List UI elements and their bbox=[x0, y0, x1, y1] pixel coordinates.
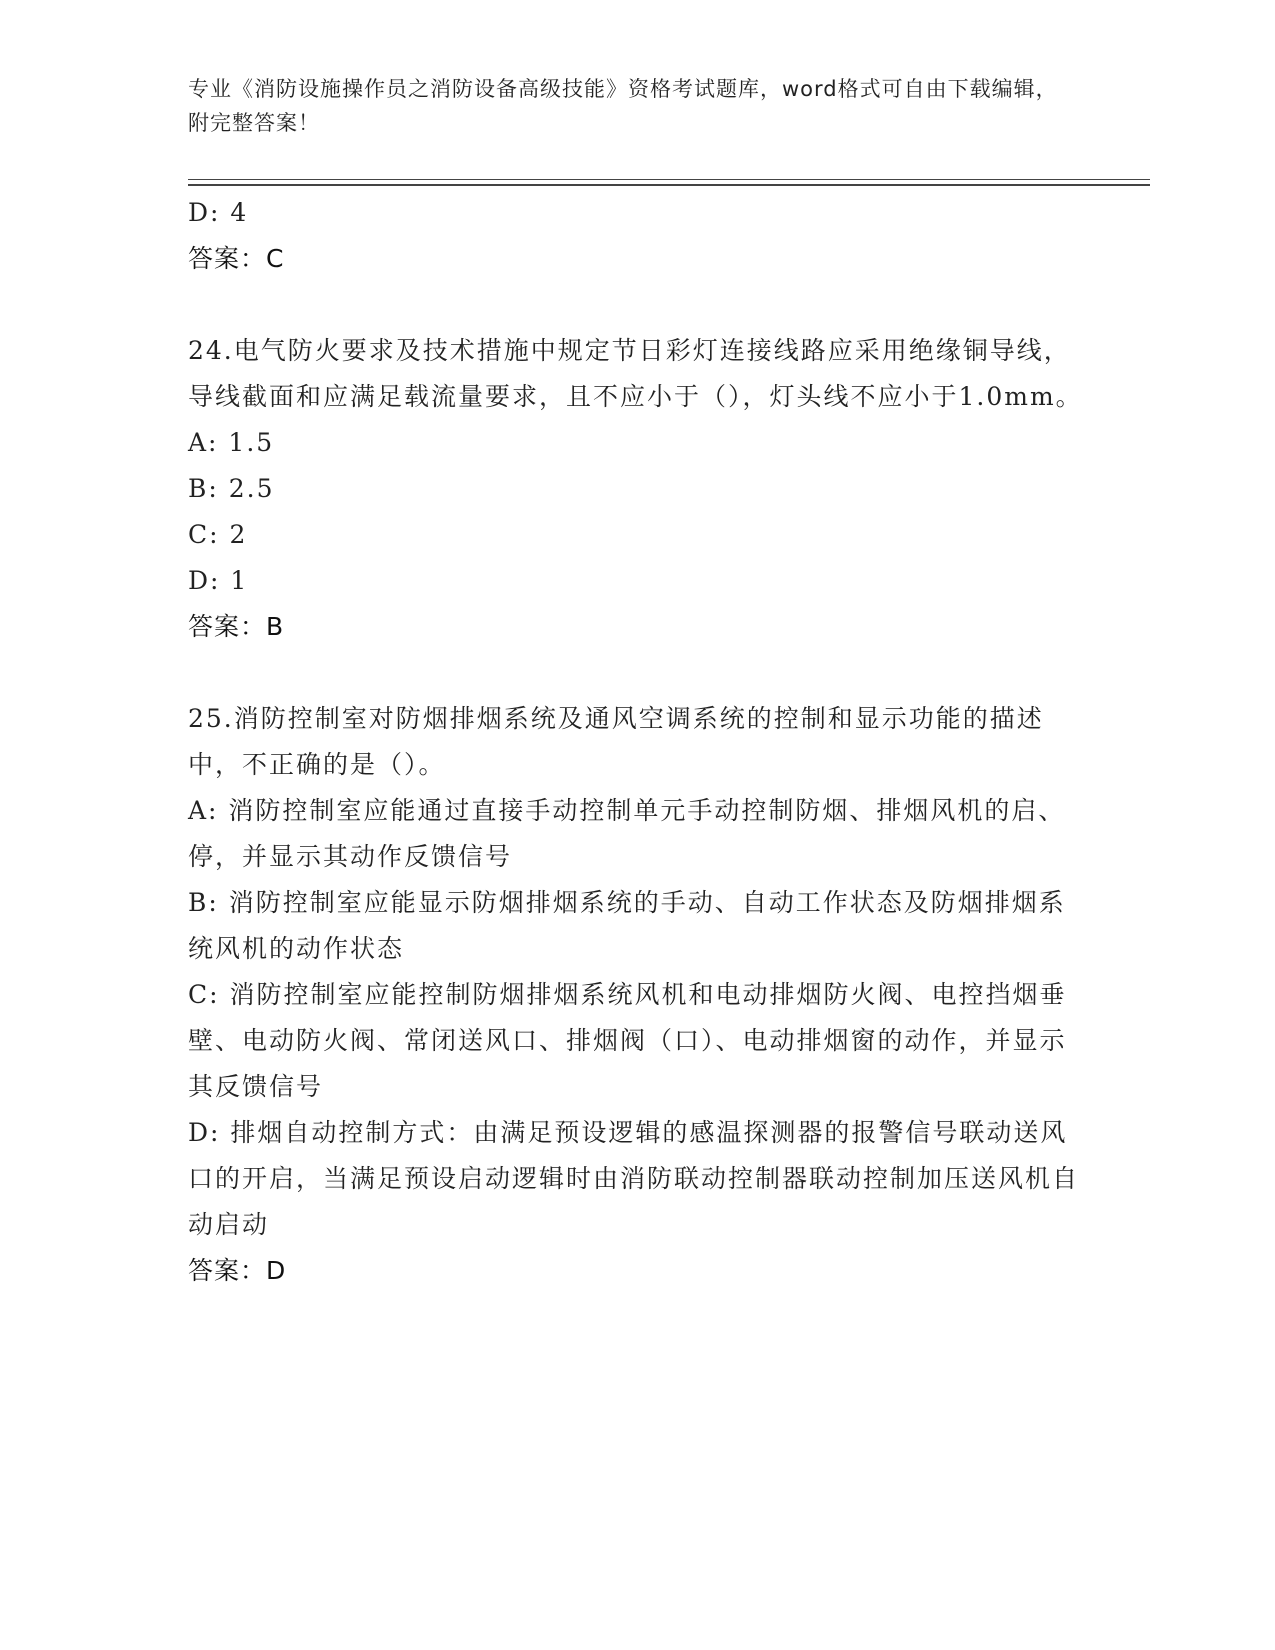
option-c: C: 2 bbox=[188, 520, 248, 549]
option-b: B: 2.5 bbox=[188, 474, 275, 503]
page-header: 专业《消防设施操作员之消防设备高级技能》资格考试题库，word格式可自由下载编辑，附完整答案！ bbox=[188, 77, 1058, 135]
previous-question-tail bbox=[188, 190, 1088, 282]
option-d: D: 4 bbox=[188, 198, 249, 227]
spacer bbox=[188, 650, 1088, 696]
question-24 bbox=[188, 328, 1088, 650]
option-d: D: 1 bbox=[188, 566, 249, 595]
question-stem: 24.电气防火要求及技术措施中规定节日彩灯连接线路应采用绝缘铜导线，导线截面和应满足载流量要求，且不应小于（），灯头线不应小于1.0mm。 bbox=[188, 336, 1083, 411]
option-b: B: 消防控制室应能显示防烟排烟系统的手动、自动工作状态及防烟排烟系统风机的动作状态 bbox=[188, 888, 1066, 963]
question-25 bbox=[188, 696, 1088, 1294]
question-stem: 25.消防控制室对防烟排烟系统及通风空调系统的控制和显示功能的描述中，不正确的是（）。 bbox=[188, 704, 1044, 779]
questions-content bbox=[188, 190, 1088, 1294]
spacer bbox=[188, 282, 1088, 328]
option-d: D: 排烟自动控制方式：由满足预设逻辑的感温探测器的报警信号联动送风口的开启，当满足预设启动逻辑时由消防联动控制器联动控制加压送风机自动启动 bbox=[188, 1118, 1080, 1239]
answer-line: 答案：C bbox=[188, 244, 285, 273]
option-a: A: 消防控制室应能通过直接手动控制单元手动控制防烟、排烟风机的启、停，并显示其动作反馈信号 bbox=[188, 796, 1066, 871]
header-divider-thin bbox=[188, 179, 1150, 180]
header-divider-thick bbox=[188, 184, 1150, 186]
option-c: C: 消防控制室应能控制防烟排烟系统风机和电动排烟防火阀、电控挡烟垂壁、电动防火阀、常闭送风口、排烟阀（口）、电动排烟窗的动作，并显示其反馈信号 bbox=[188, 980, 1067, 1101]
option-a: A: 1.5 bbox=[188, 428, 275, 457]
answer-line: 答案：D bbox=[188, 1256, 287, 1285]
answer-line: 答案：B bbox=[188, 612, 285, 641]
